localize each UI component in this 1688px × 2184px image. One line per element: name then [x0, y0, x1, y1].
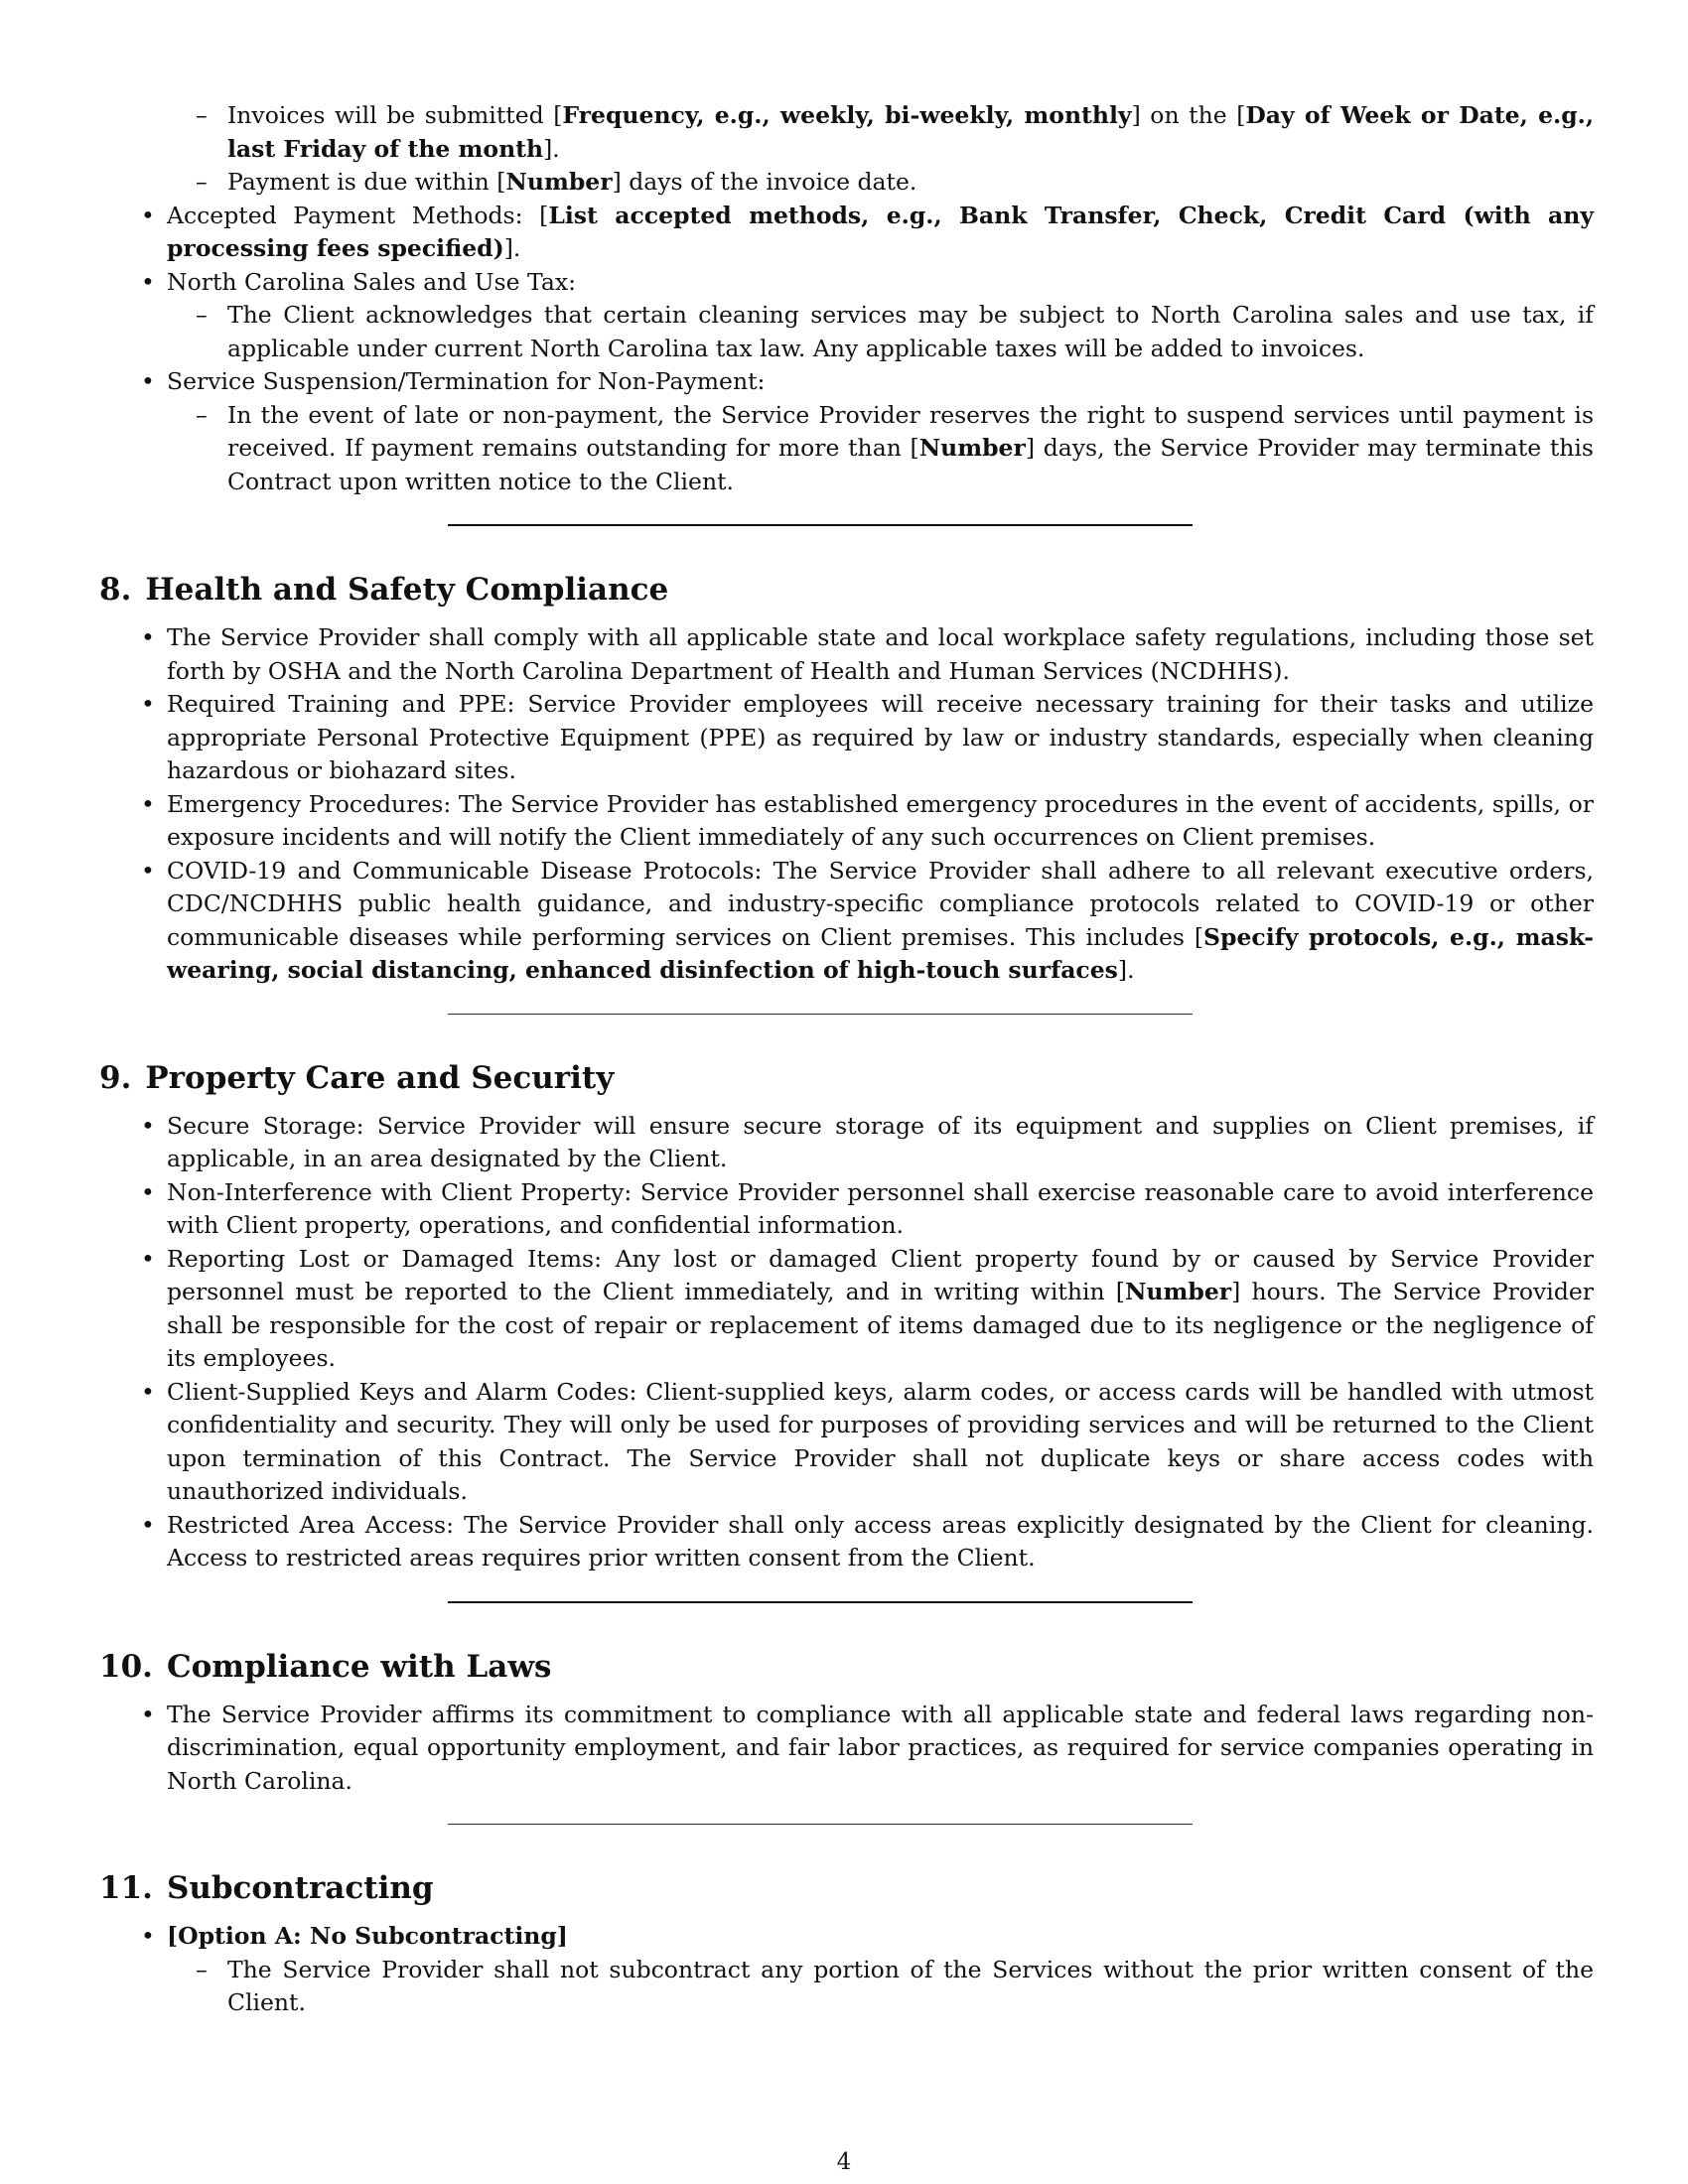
suspension-label: Service Suspension/Termination for Non-Payment: — [167, 367, 766, 395]
section-9-item-1: Secure Storage: Service Provider will ensure secure storage of its equipment and supplies on Client premises, if applicable, in an area designated by the Client. — [167, 1111, 1594, 1172]
section-divider — [448, 1014, 1193, 1015]
list-item — [141, 621, 1594, 688]
bullet-marker: • — [141, 1700, 155, 1728]
section-divider — [448, 1824, 1193, 1825]
list-item — [141, 1176, 1594, 1243]
suspension-prefix: In the event of late or non-payment, the Service Provider reserves the right to suspend services until payment is received. If payment remains outstanding for more than [ — [227, 400, 1594, 462]
payment-methods-placeholder: List accepted methods, e.g., Bank Transfer, Check, Credit Card (with any processing fees specified) — [167, 201, 1595, 262]
section-8-heading — [99, 570, 1594, 610]
bullet-marker: • — [141, 267, 155, 296]
option-a-label: [Option A: No Subcontracting] — [167, 1922, 568, 1950]
sales-tax-label: North Carolina Sales and Use Tax: — [167, 267, 577, 296]
section-11-heading — [99, 1868, 1594, 1908]
bullet-marker: • — [141, 1244, 155, 1273]
sales-tax-sublist — [167, 299, 1594, 365]
section-9-list — [99, 1110, 1594, 1575]
payment-methods-item — [141, 200, 1595, 266]
section-9-item-4: Client-Supplied Keys and Alarm Codes: Client-supplied keys, alarm codes, or access cards will be handled with utmost confidentiality and security. They will only be used for purposes of providing services and will be returned to the Client upon termination of this Contract. The Service Provider shall not duplicate keys or share access codes with unauthorized individuals. — [167, 1377, 1594, 1505]
bullet-marker: • — [141, 623, 155, 651]
list-item — [141, 1509, 1594, 1575]
list-item — [141, 1110, 1594, 1176]
section-9-item-3-prefix: Reporting Lost or Damaged Items: Any lost or damaged Client property found by or caused by Service Provider personnel must be reported to the Client immediately, and in writing within [ — [167, 1244, 1594, 1305]
bullet-marker: • — [141, 367, 155, 395]
sales-tax-text — [196, 299, 1594, 365]
bullet-marker: • — [141, 1377, 155, 1406]
list-item — [141, 1699, 1594, 1799]
section-8-title: Health and Safety Compliance — [145, 572, 669, 608]
invoice-frequency-item — [196, 99, 1595, 166]
section-8-item-4-end: ]. — [1117, 956, 1135, 984]
payment-list — [99, 200, 1594, 499]
section-divider — [448, 524, 1193, 526]
section-8-item-3: Emergency Procedures: The Service Provider has established emergency procedures in the event of accidents, spills, or exposure incidents and will notify the Client immediately of any such occurrences on Client premises. — [167, 789, 1594, 851]
bullet-marker: • — [141, 789, 155, 818]
payment-due-item — [196, 166, 1594, 200]
sales-tax-item — [141, 266, 1594, 366]
dash-marker: – — [196, 101, 208, 129]
section-11-title: Subcontracting — [166, 1870, 434, 1906]
payment-methods-end: ]. — [503, 234, 521, 262]
bullet-marker: • — [141, 856, 155, 885]
section-8-item-4-prefix: COVID-19 and Communicable Disease Protocols: The Service Provider shall adhere to all relevant executive orders, CDC/NCDHHS public health guidance, and industry-specific compliance protocols related to COVID-19 or other communicable diseases while performing services on Client premises. This includes [ — [167, 856, 1594, 951]
section-9-item-2: Non-Interference with Client Property: Service Provider personnel shall exercise reasonable care to avoid interference with Client property, operations, and confidential information. — [167, 1177, 1594, 1239]
dash-marker: – — [196, 168, 208, 196]
dash-marker: – — [196, 301, 208, 329]
invoice-day-placeholder: Day of Week or Date, e.g., last Friday of the month — [227, 101, 1595, 163]
invoice-text-mid: ] on the [ — [1131, 101, 1246, 129]
payment-due-number-placeholder: Number — [505, 168, 613, 196]
payment-methods-prefix: Accepted Payment Methods: [ — [167, 201, 549, 229]
list-item — [141, 1376, 1594, 1509]
section-8-item-1: The Service Provider shall comply with all applicable state and local workplace safety regulations, including those set forth by OSHA and the North Carolina Department of Health and Human Services (NCDHHS). — [167, 623, 1594, 685]
list-item — [141, 1243, 1595, 1376]
invoice-sublist — [167, 99, 1594, 200]
section-9-number: 9. — [99, 1059, 132, 1096]
list-item — [141, 788, 1594, 855]
section-11-list — [99, 1920, 1594, 2020]
section-10-title: Compliance with Laws — [166, 1648, 552, 1685]
section-9-heading — [99, 1058, 1594, 1098]
suspension-item — [141, 365, 1594, 498]
section-8-list — [99, 621, 1594, 988]
list-item — [141, 855, 1595, 988]
list-item — [141, 688, 1594, 788]
bullet-marker: • — [141, 201, 155, 229]
document-content — [99, 99, 1594, 2020]
suspension-number-placeholder: Number — [918, 434, 1026, 462]
section-11-number: 11. — [99, 1870, 153, 1906]
section-9-item-5: Restricted Area Access: The Service Provider shall only access areas explicitly designated by the Client for cleaning. Access to restricted areas requires prior written consent from the Client. — [167, 1510, 1594, 1571]
list-item — [141, 1920, 1594, 2020]
section-9-item-3-suffix: ] hours. The Service Provider shall be responsible for the cost of repair or replacement of items damaged due to its negligence or the negligence of its employees. — [167, 1278, 1595, 1372]
option-a-body: The Service Provider shall not subcontract any portion of the Services without the prior written consent of the Client. — [227, 1955, 1594, 2016]
section-10-list — [99, 1699, 1594, 1799]
section-8-item-2: Required Training and PPE: Service Provider employees will receive necessary training for their tasks and utilize appropriate Personal Protective Equipment (PPE) as required by law or industry standards, especially when cleaning hazardous or biohazard sites. — [167, 690, 1594, 784]
bullet-marker: • — [141, 1922, 155, 1950]
bullet-marker: • — [141, 1111, 155, 1140]
payment-due-prefix: Payment is due within [ — [227, 168, 506, 196]
suspension-text — [196, 399, 1594, 499]
covid-protocols-placeholder: Specify protocols, e.g., mask-wearing, social distancing, enhanced disinfection of high-touch surfaces — [167, 922, 1595, 984]
bullet-marker: • — [141, 1510, 155, 1539]
bullet-marker: • — [141, 690, 155, 718]
section-10-item-1: The Service Provider affirms its commitment to compliance with all applicable state and federal laws regarding non-discrimination, equal opportunity employment, and fair labor practices, as required for service companies operating in North Carolina. — [167, 1700, 1594, 1795]
section-10-heading — [99, 1647, 1594, 1687]
invoice-text-prefix: Invoices will be submitted [ — [227, 101, 563, 129]
suspension-suffix: ] days, the Service Provider may terminate this Contract upon written notice to the Client. — [227, 434, 1594, 495]
suspension-sublist — [167, 399, 1594, 499]
report-hours-placeholder: Number — [1124, 1278, 1232, 1305]
section-9-title: Property Care and Security — [145, 1059, 615, 1096]
section-divider — [448, 1601, 1193, 1603]
dash-marker: – — [196, 400, 208, 429]
dash-marker: – — [196, 1955, 208, 1983]
section-10-number: 10. — [99, 1648, 153, 1685]
payment-terms-continuation — [167, 99, 1594, 200]
section-8-number: 8. — [99, 572, 132, 608]
option-a-text — [196, 1954, 1594, 2020]
page-number: 4 — [836, 2149, 852, 2175]
payment-due-suffix: ] days of the invoice date. — [612, 168, 917, 196]
invoice-text-end: ]. — [543, 134, 560, 163]
bullet-marker: • — [141, 1177, 155, 1206]
option-a-sublist — [167, 1954, 1594, 2020]
sales-tax-body: The Client acknowledges that certain cleaning services may be subject to North Carolina sales and use tax, if applicable under current North Carolina tax law. Any applicable taxes will be added to invoices. — [227, 301, 1594, 362]
invoice-frequency-placeholder: Frequency, e.g., weekly, bi-weekly, monthly — [562, 101, 1132, 129]
